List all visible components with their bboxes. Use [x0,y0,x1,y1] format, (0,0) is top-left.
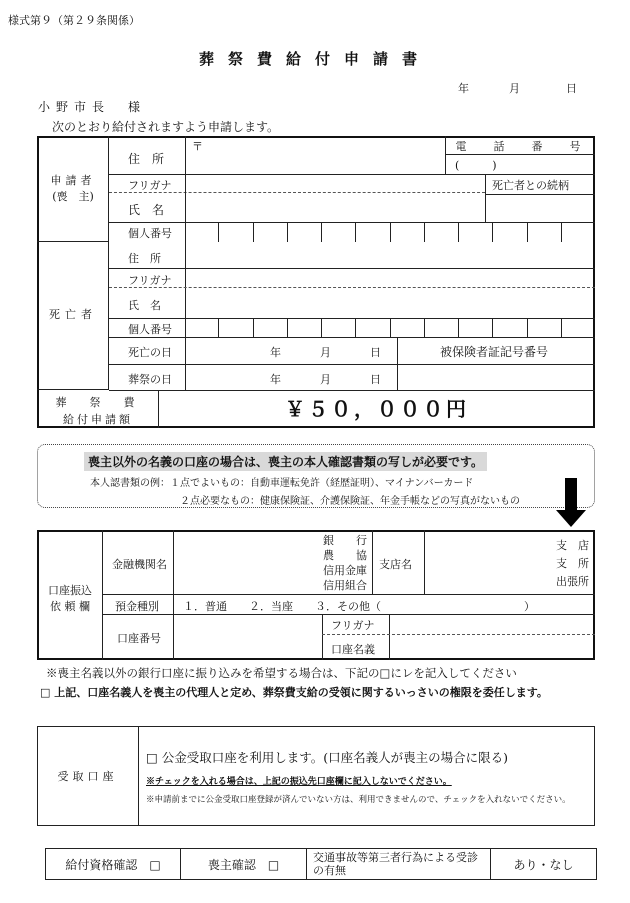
death-date-month: 月 [320,346,331,359]
receiving-account-label: 受取口座 [57,770,118,783]
notice-headline: 喪主以外の名義の口座の場合は、喪主の本人確認書類の写しが必要です。 [84,452,487,471]
receiving-account-notice: ※申請前までに公金受取口座登録が済んでいない方は、利用できませんので、チェックを入れないでください。 [146,795,571,805]
death-date-label: 死亡の日 [128,346,172,359]
deceased-address-label: 住 所 [128,252,161,265]
applicant-address-label: 住 所 [128,152,165,166]
insured-number-label: 被保険者証記号番号 [440,345,549,359]
form-number: 様式第９（第２９条関係） [8,14,140,27]
applicant-label-cell [37,136,109,242]
bank-section-line1: 口座振込 [48,584,92,597]
applicant-id-label: 個人番号 [128,227,172,240]
institution-type-shinkin: 信用金庫 [323,564,367,577]
down-arrow-head-icon [556,510,586,527]
deceased-id-label: 個人番号 [128,323,172,336]
funeral-date-day: 日 [370,373,381,386]
bottom-table [45,848,597,880]
phone-paren[interactable]: ( ) [455,159,497,172]
branch-label: 支店名 [379,558,412,571]
third-party-label: 交通事故等第三者行為による受診の有無 [307,849,491,879]
chief-mourner-check[interactable]: 喪主確認 □ [181,849,307,879]
bank-section-label-cell [37,530,103,660]
applicant-furigana-label: フリガナ [128,179,172,192]
applicant-label: 申請者 [50,174,96,187]
intro-text: 次のとおり給付されますよう申請します。 [52,120,280,134]
yes-no-options[interactable]: あり・なし [513,857,574,872]
applicant-label-sub: (喪 主) [52,190,94,203]
account-holder-label: 口座名義 [331,643,375,656]
applicant-name-label: 氏 名 [128,203,165,217]
notice-line2: ２点必要なもの：健康保険証、介護保険証、年金手帳などの写真がないもの [180,496,520,507]
deceased-id-boxes[interactable] [185,318,595,337]
branch-type-shucchojo: 出張所 [556,575,589,588]
death-date-year: 年 [270,346,281,359]
notice-line1: 本人認書類の例：１点でよいもの：自動車運転免許（経歴証明）、マイナンバーカード [90,478,474,489]
deposit-type-label: 預金種別 [115,600,159,613]
delegation-text[interactable]: □ 上記、口座名義人を喪主の代理人と定め、葬祭費支給の受領に関するいっさいの権限を委任します。 [40,686,548,699]
bank-section-line2: 依 頼 欄 [50,600,90,613]
receiving-account-warning: ※チェックを入れる場合は、上記の振込先口座欄に記入しないでください。 [146,777,452,787]
branch-type-shisho: 支 所 [556,557,589,570]
addressee: 小野市長 様 [38,100,147,114]
amount-value: ￥５０，０００円 [285,397,469,421]
amount-label-cell [37,390,159,428]
institution-label: 金融機関名 [112,558,167,571]
account-number-label: 口座番号 [117,632,161,645]
postal-mark: 〒 [192,140,203,153]
phone-label: 電 話 番 号 [455,140,589,153]
down-arrow-icon [565,478,577,512]
deceased-label: 死亡者 [49,308,97,321]
delegation-note: ※喪主名義以外の銀行口座に振り込みを希望する場合は、下記の□にレを記入してください [46,666,517,680]
funeral-date-month: 月 [320,373,331,386]
receiving-account-option[interactable]: □ 公金受取口座を利用します。(口座名義人が喪主の場合に限る) [146,750,509,765]
institution-types [313,533,367,593]
date-year: 年 [458,82,469,95]
institution-type-bank: 銀 行 [323,534,367,547]
date-day: 日 [566,82,577,95]
institution-type-kumiai: 信用組合 [323,579,367,592]
amount-label-line2: 給付申請額 [63,413,133,426]
deceased-name-label: 氏 名 [128,299,161,312]
branch-type-shiten: 支 店 [556,539,589,552]
deceased-label-cell [37,242,109,390]
applicant-id-boxes[interactable] [185,222,595,242]
deceased-furigana-label: フリガナ [128,274,172,287]
funeral-date-year: 年 [270,373,281,386]
branch-types [545,537,589,591]
date-month: 月 [509,82,520,95]
amount-label-line1: 葬 祭 費 [55,396,141,409]
relation-label: 死亡者との続柄 [492,179,569,192]
page-title: 葬祭費給付申請書 [198,50,431,68]
institution-type-ja: 農 協 [323,549,367,562]
death-date-day: 日 [370,346,381,359]
eligibility-check[interactable]: 給付資格確認 □ [46,849,181,879]
account-furigana-label: フリガナ [331,619,375,632]
deposit-options[interactable]: １．普通 ２．当座 ３．その他（ ） [183,600,535,613]
funeral-date-label: 葬祭の日 [128,373,172,386]
